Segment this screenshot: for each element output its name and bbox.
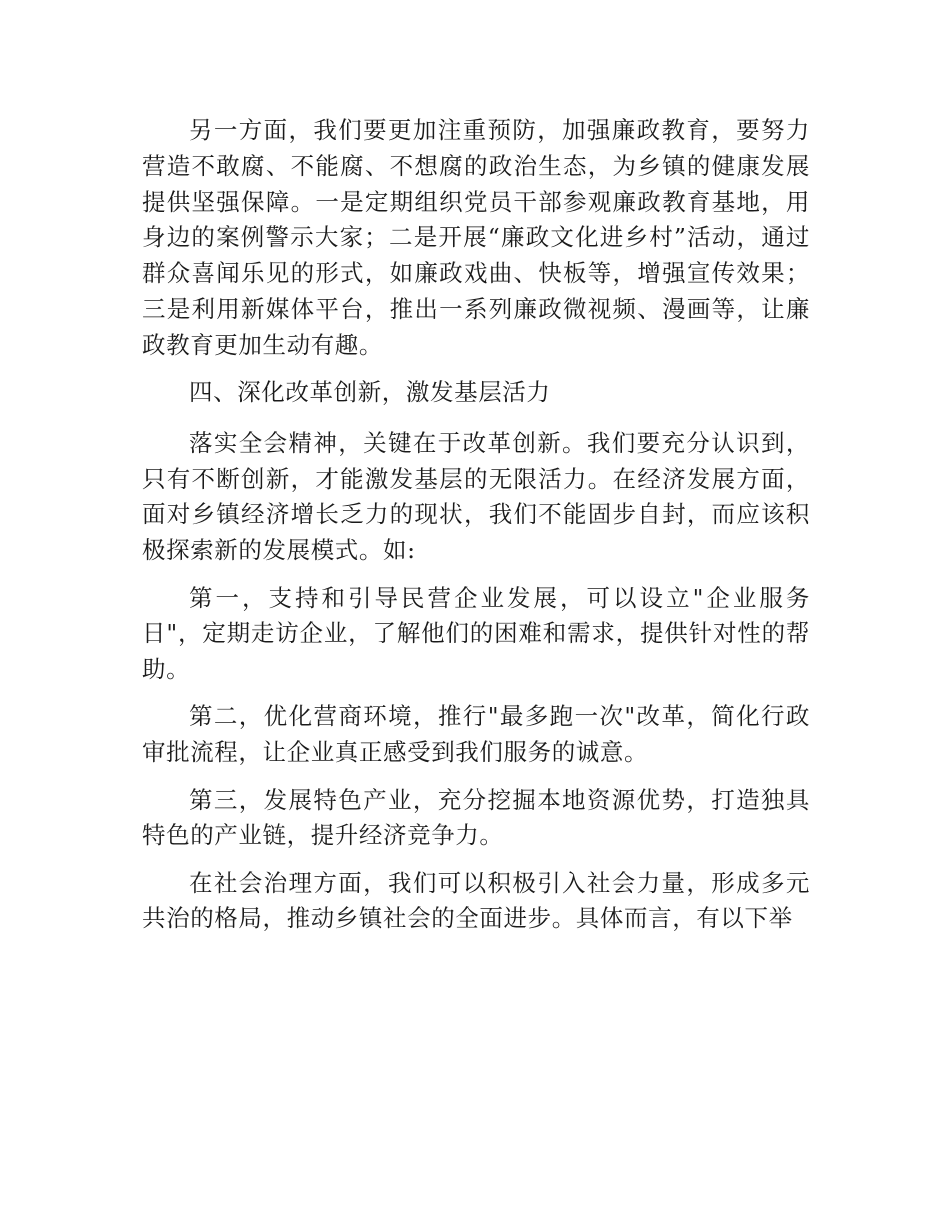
paragraph-first-measure: 第一，支持和引导民营企业发展，可以设立"企业服务日"，定期走访企业，了解他们的困难和需求，提供针对性的帮助。 — [142, 583, 810, 684]
section-heading-reform-innovation: 四、深化改革创新，激发基层活力 — [189, 378, 551, 407]
document-page — [142, 113, 810, 937]
paragraph-integrity-education: 另一方面，我们要更加注重预防，加强廉政教育，要努力营造不敢腐、不能腐、不想腐的政治生态，为乡镇的健康发展提供坚强保障。一是定期组织党员干部参观廉政教育基地，用身边的案例警示大家；二是开展“廉政文化进乡村”活动，通过群众喜闻乐见的形式，如廉政戏曲、快板等，增强宣传效果；三是利用新媒体平台，推出一系列廉政微视频、漫画等，让廉政教育更加生动有趣。 — [142, 116, 810, 359]
paragraph-third-measure: 第三，发展特色产业，充分挖掘本地资源优势，打造独具特色的产业链，提升经济竞争力。 — [142, 785, 810, 850]
paragraph-second-measure: 第二，优化营商环境，推行"最多跑一次"改革，简化行政审批流程，让企业真正感受到我们服务的诚意。 — [142, 702, 810, 767]
paragraph-social-governance: 在社会治理方面，我们可以积极引入社会力量，形成多元共治的格局，推动乡镇社会的全面进步。具体而言，有以下举 — [142, 868, 810, 933]
paragraph-reform-intro: 落实全会精神，关键在于改革创新。我们要充分认识到，只有不断创新，才能激发基层的无限活力。在经济发展方面，面对乡镇经济增长乏力的现状，我们不能固步自封，而应该积极探索新的发展模式。如: — [142, 428, 810, 565]
